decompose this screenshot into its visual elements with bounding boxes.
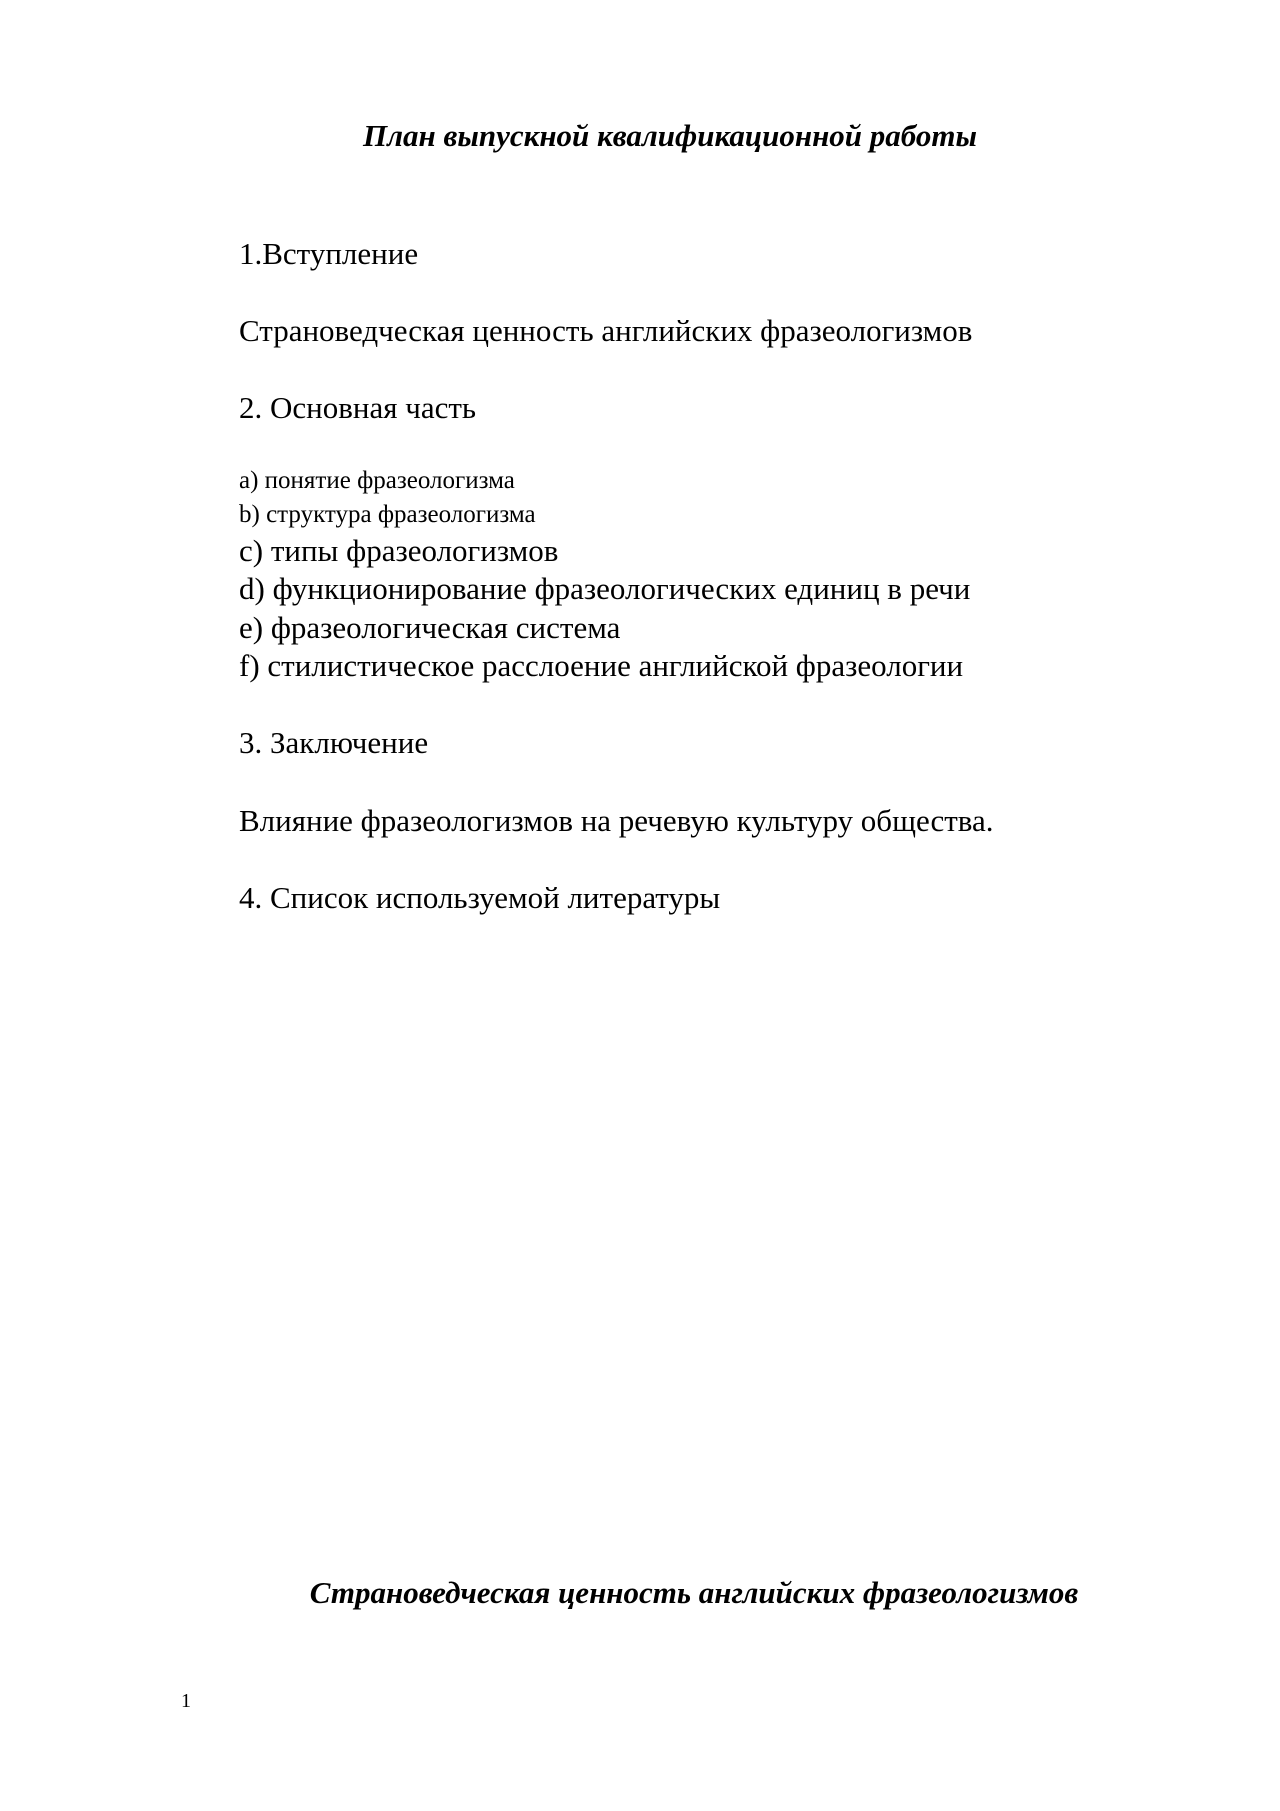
plan-main-item-b: b) структура фразеологизма [239, 501, 536, 528]
plan-main-item-c: c) типы фразеологизмов [239, 533, 559, 568]
page-number: 1 [181, 1690, 191, 1712]
plan-main-item-e: e) фразеологическая система [239, 610, 621, 645]
plan-conclusion-heading: 3. Заключение [239, 725, 429, 760]
plan-intro-heading: 1.Вступление [239, 236, 419, 271]
plan-main-item-a: a) понятие фразеологизма [239, 467, 515, 494]
section-title: Страноведческая ценность английских фразеологизмов [309, 1575, 1079, 1610]
plan-main-heading: 2. Основная часть [239, 390, 477, 425]
plan-main-item-f: f) стилистическое расслоение английской фразеологии [239, 648, 964, 683]
plan-conclusion-text: Влияние фразеологизмов на речевую культуру общества. [239, 803, 994, 838]
plan-references-heading: 4. Список используемой литературы [239, 880, 721, 915]
document-title: План выпускной квалификационной работы [363, 118, 977, 153]
plan-intro-text: Страноведческая ценность английских фразеологизмов [239, 313, 973, 348]
plan-main-item-d: d) функционирование фразеологических единиц в речи [239, 571, 971, 606]
